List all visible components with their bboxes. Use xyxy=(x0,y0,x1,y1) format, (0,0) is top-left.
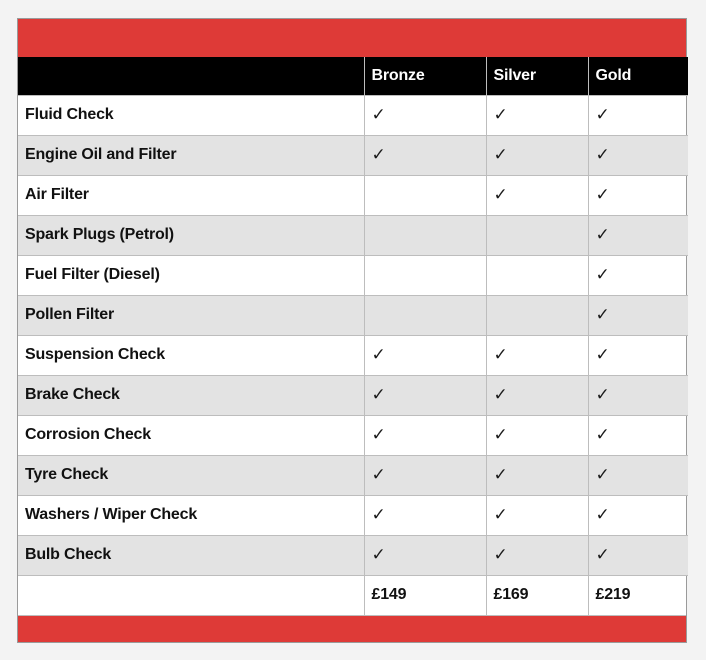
service-name: Bulb Check xyxy=(18,535,364,575)
bronze-check-icon: ✓ xyxy=(364,375,486,415)
table-row xyxy=(18,455,688,495)
silver-check-icon: ✓ xyxy=(486,135,588,175)
table-row xyxy=(18,175,688,215)
table-row xyxy=(18,375,688,415)
gold-check-icon: ✓ xyxy=(588,415,688,455)
silver-check-icon: ✓ xyxy=(486,455,588,495)
table-row xyxy=(18,335,688,375)
gold-check-icon: ✓ xyxy=(588,255,688,295)
bronze-check-icon: ✓ xyxy=(364,535,486,575)
silver-check-icon xyxy=(486,295,588,335)
table-row xyxy=(18,95,688,135)
bronze-check-icon: ✓ xyxy=(364,335,486,375)
bronze-check-icon: ✓ xyxy=(364,95,486,135)
header-silver: Silver xyxy=(486,57,588,95)
gold-check-icon: ✓ xyxy=(588,95,688,135)
bronze-check-icon xyxy=(364,175,486,215)
silver-check-icon: ✓ xyxy=(486,495,588,535)
silver-check-icon: ✓ xyxy=(486,415,588,455)
bronze-check-icon xyxy=(364,255,486,295)
silver-check-icon: ✓ xyxy=(486,535,588,575)
table-header-row xyxy=(18,57,688,95)
bronze-price: £149 xyxy=(364,575,486,615)
silver-check-icon xyxy=(486,255,588,295)
table-row xyxy=(18,535,688,575)
top-red-banner xyxy=(18,19,686,57)
price-row-label xyxy=(18,575,364,615)
bottom-red-banner xyxy=(18,615,686,642)
service-name: Tyre Check xyxy=(18,455,364,495)
service-name: Fuel Filter (Diesel) xyxy=(18,255,364,295)
table-row xyxy=(18,295,688,335)
header-gold: Gold xyxy=(588,57,688,95)
bronze-check-icon: ✓ xyxy=(364,455,486,495)
header-service xyxy=(18,57,364,95)
service-name: Air Filter xyxy=(18,175,364,215)
gold-check-icon: ✓ xyxy=(588,135,688,175)
service-name: Fluid Check xyxy=(18,95,364,135)
service-name: Brake Check xyxy=(18,375,364,415)
table-row xyxy=(18,255,688,295)
service-name: Corrosion Check xyxy=(18,415,364,455)
silver-check-icon: ✓ xyxy=(486,95,588,135)
header-bronze: Bronze xyxy=(364,57,486,95)
table-row xyxy=(18,415,688,455)
service-name: Spark Plugs (Petrol) xyxy=(18,215,364,255)
silver-check-icon: ✓ xyxy=(486,335,588,375)
gold-check-icon: ✓ xyxy=(588,215,688,255)
service-name: Pollen Filter xyxy=(18,295,364,335)
gold-check-icon: ✓ xyxy=(588,295,688,335)
service-name: Engine Oil and Filter xyxy=(18,135,364,175)
service-comparison-panel xyxy=(17,18,687,643)
service-name: Suspension Check xyxy=(18,335,364,375)
gold-check-icon: ✓ xyxy=(588,175,688,215)
bronze-check-icon xyxy=(364,295,486,335)
gold-check-icon: ✓ xyxy=(588,375,688,415)
gold-check-icon: ✓ xyxy=(588,535,688,575)
silver-check-icon: ✓ xyxy=(486,175,588,215)
silver-check-icon xyxy=(486,215,588,255)
price-row xyxy=(18,575,688,615)
table-row xyxy=(18,215,688,255)
service-comparison-table xyxy=(18,57,688,615)
silver-price: £169 xyxy=(486,575,588,615)
gold-check-icon: ✓ xyxy=(588,455,688,495)
bronze-check-icon: ✓ xyxy=(364,135,486,175)
service-name: Washers / Wiper Check xyxy=(18,495,364,535)
bronze-check-icon: ✓ xyxy=(364,495,486,535)
bronze-check-icon: ✓ xyxy=(364,415,486,455)
gold-check-icon: ✓ xyxy=(588,335,688,375)
gold-check-icon: ✓ xyxy=(588,495,688,535)
table-row xyxy=(18,135,688,175)
bronze-check-icon xyxy=(364,215,486,255)
gold-price: £219 xyxy=(588,575,688,615)
silver-check-icon: ✓ xyxy=(486,375,588,415)
table-row xyxy=(18,495,688,535)
